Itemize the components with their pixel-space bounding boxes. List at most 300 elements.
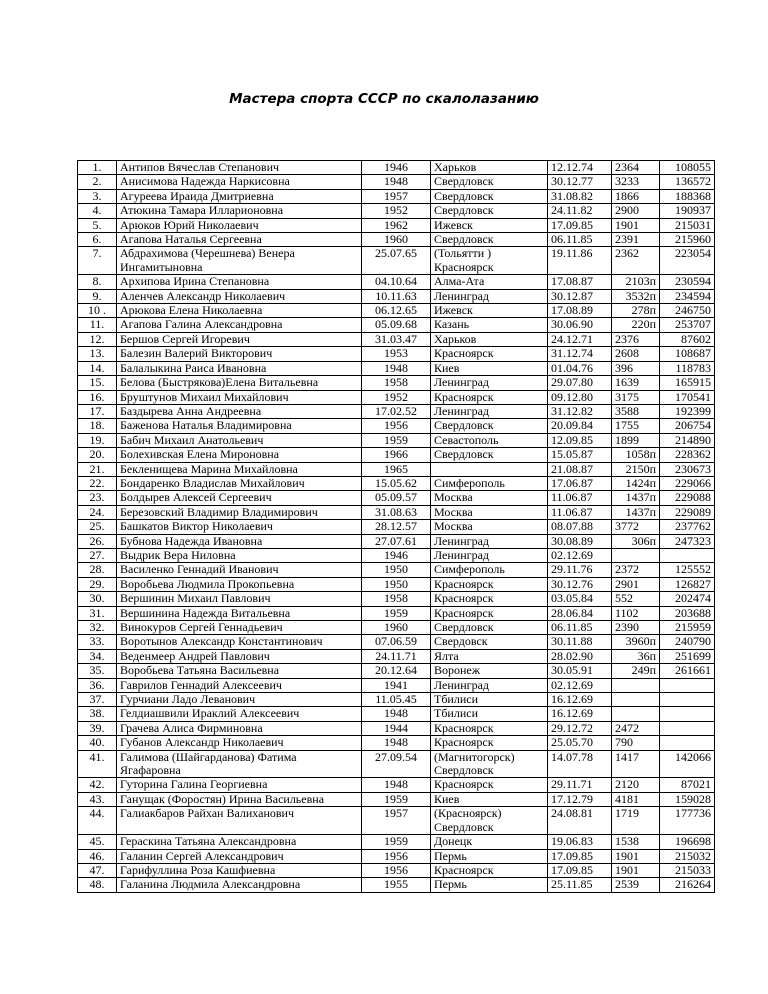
certificate-number: 215960 — [660, 233, 715, 247]
athlete-name: Балезин Валерий Викторович — [117, 347, 362, 361]
athlete-name: Архипова Ирина Степановна — [117, 275, 362, 289]
athlete-name: Анисимова Надежда Наркисовна — [117, 175, 362, 189]
order-number: 552 — [612, 592, 660, 606]
city: Красноярск — [431, 592, 548, 606]
certificate-number: 228362 — [660, 448, 715, 462]
certificate-number: 136572 — [660, 175, 715, 189]
award-date: 30.11.88 — [548, 635, 612, 649]
row-number: 36. — [78, 678, 117, 692]
table-row — [78, 664, 715, 678]
table-row — [78, 404, 715, 418]
row-number: 43. — [78, 792, 117, 806]
row-number: 8. — [78, 275, 117, 289]
order-number: 1719 — [612, 807, 660, 835]
order-number: 1437п — [612, 491, 660, 505]
athlete-name: Антипов Вячеслав Степанович — [117, 161, 362, 175]
city: Москва — [431, 491, 548, 505]
athlete-name: Губанов Александр Николаевич — [117, 736, 362, 750]
order-number: 2376 — [612, 332, 660, 346]
athlete-name: Гурчиани Ладо Леванович — [117, 693, 362, 707]
birth-date: 31.03.47 — [362, 332, 431, 346]
row-number: 40. — [78, 736, 117, 750]
table-row — [78, 649, 715, 663]
row-number: 29. — [78, 577, 117, 591]
row-number: 2. — [78, 175, 117, 189]
table-row — [78, 863, 715, 877]
row-number: 33. — [78, 635, 117, 649]
order-number: 2372 — [612, 563, 660, 577]
city: Воронеж — [431, 664, 548, 678]
table-row — [78, 175, 715, 189]
birth-date: 1959 — [362, 835, 431, 849]
birth-date: 1950 — [362, 563, 431, 577]
row-number: 45. — [78, 835, 117, 849]
birth-date: 15.05.62 — [362, 476, 431, 490]
athlete-name: Бершов Сергей Игоревич — [117, 332, 362, 346]
city: Красноярск — [431, 736, 548, 750]
order-number: 3588 — [612, 404, 660, 418]
order-number: 3233 — [612, 175, 660, 189]
birth-date: 1955 — [362, 878, 431, 892]
city: Ленинград — [431, 289, 548, 303]
table-row — [78, 849, 715, 863]
city: Донецк — [431, 835, 548, 849]
city: Харьков — [431, 332, 548, 346]
order-number: 2390 — [612, 621, 660, 635]
athlete-name: Бабич Михаил Анатольевич — [117, 433, 362, 447]
table-row — [78, 563, 715, 577]
birth-date: 10.11.63 — [362, 289, 431, 303]
birth-date: 1962 — [362, 218, 431, 232]
order-number: 1901 — [612, 863, 660, 877]
city: Тбилиси — [431, 693, 548, 707]
table-row — [78, 592, 715, 606]
order-number: 278п — [612, 304, 660, 318]
certificate-number: 188368 — [660, 189, 715, 203]
city: Алма-Ата — [431, 275, 548, 289]
order-number: 2391 — [612, 233, 660, 247]
certificate-number: 87602 — [660, 332, 715, 346]
certificate-number: 165915 — [660, 376, 715, 390]
row-number: 12. — [78, 332, 117, 346]
city: Ленинград — [431, 376, 548, 390]
athlete-name: Агуреева Ираида Дмитриевна — [117, 189, 362, 203]
award-date: 31.12.82 — [548, 404, 612, 418]
table-row — [78, 736, 715, 750]
certificate-number: 246750 — [660, 304, 715, 318]
city: Красноярск — [431, 347, 548, 361]
table-row — [78, 419, 715, 433]
row-number: 26. — [78, 534, 117, 548]
table-row — [78, 218, 715, 232]
award-date: 17.09.85 — [548, 863, 612, 877]
award-date: 30.12.77 — [548, 175, 612, 189]
row-number: 11. — [78, 318, 117, 332]
birth-date: 1953 — [362, 347, 431, 361]
birth-date: 1960 — [362, 233, 431, 247]
city: Севастополь — [431, 433, 548, 447]
certificate-number: 142066 — [660, 750, 715, 778]
city — [431, 462, 548, 476]
birth-date: 1952 — [362, 390, 431, 404]
table-row — [78, 189, 715, 203]
certificate-number — [660, 678, 715, 692]
athlete-name: Вершинин Михаил Павлович — [117, 592, 362, 606]
birth-date: 1952 — [362, 204, 431, 218]
award-date: 17.08.87 — [548, 275, 612, 289]
city: Казань — [431, 318, 548, 332]
award-date: 12.09.85 — [548, 433, 612, 447]
table-row — [78, 247, 715, 275]
certificate-number: 190937 — [660, 204, 715, 218]
order-number: 3772 — [612, 520, 660, 534]
order-number: 2364 — [612, 161, 660, 175]
row-number: 35. — [78, 664, 117, 678]
order-number: 2472 — [612, 721, 660, 735]
row-number: 15. — [78, 376, 117, 390]
award-date: 17.06.87 — [548, 476, 612, 490]
athlete-name: Выдрик Вера Ниловна — [117, 548, 362, 562]
birth-date: 1965 — [362, 462, 431, 476]
athlete-name: Бубнова Надежда Ивановна — [117, 534, 362, 548]
award-date: 16.12.69 — [548, 693, 612, 707]
award-date: 15.05.87 — [548, 448, 612, 462]
birth-date: 17.02.52 — [362, 404, 431, 418]
order-number — [612, 548, 660, 562]
order-number: 220п — [612, 318, 660, 332]
award-date: 24.08.81 — [548, 807, 612, 835]
order-number: 1424п — [612, 476, 660, 490]
birth-date: 05.09.68 — [362, 318, 431, 332]
birth-date: 1948 — [362, 778, 431, 792]
birth-date: 1966 — [362, 448, 431, 462]
award-date: 09.12.80 — [548, 390, 612, 404]
table-row — [78, 778, 715, 792]
athlete-name: Баздырева Анна Андреевна — [117, 404, 362, 418]
city: Ленинград — [431, 548, 548, 562]
athlete-name: Башкатов Виктор Николаевич — [117, 520, 362, 534]
row-number: 30. — [78, 592, 117, 606]
award-date: 14.07.78 — [548, 750, 612, 778]
order-number: 1639 — [612, 376, 660, 390]
certificate-number: 251699 — [660, 649, 715, 663]
birth-date: 05.09.57 — [362, 491, 431, 505]
certificate-number: 108687 — [660, 347, 715, 361]
order-number: 1437п — [612, 505, 660, 519]
order-number: 2150п — [612, 462, 660, 476]
birth-date: 31.08.63 — [362, 505, 431, 519]
table-row — [78, 476, 715, 490]
certificate-number: 223054 — [660, 247, 715, 275]
table-row — [78, 792, 715, 806]
row-number: 38. — [78, 707, 117, 721]
order-number: 1755 — [612, 419, 660, 433]
order-number: 4181 — [612, 792, 660, 806]
certificate-number: 237762 — [660, 520, 715, 534]
athlete-name: Бекленищева Марина Михайловна — [117, 462, 362, 476]
row-number: 37. — [78, 693, 117, 707]
award-date: 30.05.91 — [548, 664, 612, 678]
certificate-number: 125552 — [660, 563, 715, 577]
row-number: 31. — [78, 606, 117, 620]
row-number: 46. — [78, 849, 117, 863]
table-row — [78, 635, 715, 649]
birth-date: 1948 — [362, 361, 431, 375]
row-number: 19. — [78, 433, 117, 447]
athlete-name: Галимова (Шайгарданова) Фатима Ягафаровна — [117, 750, 362, 778]
city: Киев — [431, 792, 548, 806]
city: Красноярск — [431, 577, 548, 591]
row-number: 4. — [78, 204, 117, 218]
city: (Тольятти ) Красноярск — [431, 247, 548, 275]
birth-date: 1958 — [362, 376, 431, 390]
award-date: 29.12.72 — [548, 721, 612, 735]
certificate-number — [660, 707, 715, 721]
table-row — [78, 520, 715, 534]
birth-date: 1941 — [362, 678, 431, 692]
table-row — [78, 606, 715, 620]
athlete-name: Аленчев Александр Николаевич — [117, 289, 362, 303]
award-date: 17.09.85 — [548, 218, 612, 232]
certificate-number — [660, 736, 715, 750]
athlete-name: Агапова Галина Александровна — [117, 318, 362, 332]
athlete-name: Грачева Алиса Фирминовна — [117, 721, 362, 735]
certificate-number: 216264 — [660, 878, 715, 892]
order-number — [612, 707, 660, 721]
table-row — [78, 548, 715, 562]
table-row — [78, 448, 715, 462]
birth-date: 07.06.59 — [362, 635, 431, 649]
city: Красноярск — [431, 721, 548, 735]
award-date: 30.12.76 — [548, 577, 612, 591]
table-row — [78, 707, 715, 721]
certificate-number: 118783 — [660, 361, 715, 375]
athlete-name: Бруштунов Михаил Михайлович — [117, 390, 362, 404]
certificate-number: 108055 — [660, 161, 715, 175]
certificate-number: 177736 — [660, 807, 715, 835]
athlete-name: Болдырев Алексей Сергеевич — [117, 491, 362, 505]
row-number: 21. — [78, 462, 117, 476]
order-number: 2900 — [612, 204, 660, 218]
birth-date: 1946 — [362, 161, 431, 175]
order-number: 396 — [612, 361, 660, 375]
row-number: 24. — [78, 505, 117, 519]
row-number: 10 . — [78, 304, 117, 318]
table-row — [78, 878, 715, 892]
award-date: 29.11.71 — [548, 778, 612, 792]
certificate-number: 203688 — [660, 606, 715, 620]
table-row — [78, 621, 715, 635]
birth-date: 06.12.65 — [362, 304, 431, 318]
row-number: 44. — [78, 807, 117, 835]
row-number: 25. — [78, 520, 117, 534]
award-date: 24.12.71 — [548, 332, 612, 346]
table-row — [78, 835, 715, 849]
birth-date: 27.09.54 — [362, 750, 431, 778]
award-date: 29.07.80 — [548, 376, 612, 390]
certificate-number: 215031 — [660, 218, 715, 232]
birth-date: 1958 — [362, 592, 431, 606]
certificate-number: 229066 — [660, 476, 715, 490]
athlete-name: Агапова Наталья Сергеевна — [117, 233, 362, 247]
birth-date: 25.07.65 — [362, 247, 431, 275]
row-number: 14. — [78, 361, 117, 375]
certificate-number: 202474 — [660, 592, 715, 606]
city: Красноярск — [431, 606, 548, 620]
birth-date: 1957 — [362, 189, 431, 203]
order-number: 790 — [612, 736, 660, 750]
athlete-name: Гаврилов Геннадий Алексеевич — [117, 678, 362, 692]
award-date: 25.11.85 — [548, 878, 612, 892]
birth-date: 28.12.57 — [362, 520, 431, 534]
order-number — [612, 693, 660, 707]
city: Симферополь — [431, 476, 548, 490]
certificate-number: 126827 — [660, 577, 715, 591]
award-date: 30.12.87 — [548, 289, 612, 303]
city: Свердловск — [431, 448, 548, 462]
row-number: 39. — [78, 721, 117, 735]
document-title: Мастера спорта СССР по скалолазанию — [229, 91, 539, 107]
award-date: 06.11.85 — [548, 621, 612, 635]
award-date: 17.08.89 — [548, 304, 612, 318]
certificate-number: 206754 — [660, 419, 715, 433]
order-number: 1417 — [612, 750, 660, 778]
athlete-name: Галанина Людмила Александровна — [117, 878, 362, 892]
certificate-number: 215033 — [660, 863, 715, 877]
order-number: 2608 — [612, 347, 660, 361]
award-date: 30.06.90 — [548, 318, 612, 332]
city: Свердловск — [431, 175, 548, 189]
table-row — [78, 275, 715, 289]
table-row — [78, 233, 715, 247]
city: Пермь — [431, 878, 548, 892]
award-date: 20.09.84 — [548, 419, 612, 433]
table-row — [78, 577, 715, 591]
award-date: 06.11.85 — [548, 233, 612, 247]
row-number: 5. — [78, 218, 117, 232]
order-number: 2539 — [612, 878, 660, 892]
athlete-name: Гарифуллина Роза Кашфиевна — [117, 863, 362, 877]
row-number: 22. — [78, 476, 117, 490]
birth-date: 1944 — [362, 721, 431, 735]
award-date: 30.08.89 — [548, 534, 612, 548]
birth-date: 24.11.71 — [362, 649, 431, 663]
athlete-name: Галанин Сергей Александрович — [117, 849, 362, 863]
award-date: 28.02.90 — [548, 649, 612, 663]
award-date: 03.05.84 — [548, 592, 612, 606]
award-date: 24.11.82 — [548, 204, 612, 218]
athlete-name: Гераскина Татьяна Александровна — [117, 835, 362, 849]
city: Свердловск — [431, 189, 548, 203]
city: Харьков — [431, 161, 548, 175]
award-date: 12.12.74 — [548, 161, 612, 175]
certificate-number: 247323 — [660, 534, 715, 548]
city: Пермь — [431, 849, 548, 863]
certificate-number: 230673 — [660, 462, 715, 476]
certificate-number: 253707 — [660, 318, 715, 332]
city: Ленинград — [431, 404, 548, 418]
row-number: 48. — [78, 878, 117, 892]
city: Свердловск — [431, 621, 548, 635]
athlete-name: Веденмеер Андрей Павлович — [117, 649, 362, 663]
award-date: 31.08.82 — [548, 189, 612, 203]
order-number: 3175 — [612, 390, 660, 404]
award-date: 19.06.83 — [548, 835, 612, 849]
birth-date: 20.12.64 — [362, 664, 431, 678]
award-date: 29.11.76 — [548, 563, 612, 577]
birth-date: 27.07.61 — [362, 534, 431, 548]
row-number: 32. — [78, 621, 117, 635]
order-number: 3532п — [612, 289, 660, 303]
order-number: 1899 — [612, 433, 660, 447]
row-number: 1. — [78, 161, 117, 175]
order-number: 249п — [612, 664, 660, 678]
order-number: 2362 — [612, 247, 660, 275]
certificate-number: 234594 — [660, 289, 715, 303]
award-date: 25.05.70 — [548, 736, 612, 750]
birth-date: 11.05.45 — [362, 693, 431, 707]
order-number: 1901 — [612, 218, 660, 232]
athlete-name: Гелдиашвили Ираклий Алексеевич — [117, 707, 362, 721]
certificate-number: 196698 — [660, 835, 715, 849]
table-row — [78, 204, 715, 218]
award-date: 16.12.69 — [548, 707, 612, 721]
award-date: 11.06.87 — [548, 491, 612, 505]
athlete-name: Галиакбаров Райхан Валиханович — [117, 807, 362, 835]
order-number: 306п — [612, 534, 660, 548]
order-number: 1058п — [612, 448, 660, 462]
birth-date: 1959 — [362, 792, 431, 806]
row-number: 42. — [78, 778, 117, 792]
certificate-number — [660, 693, 715, 707]
order-number: 1866 — [612, 189, 660, 203]
city: Москва — [431, 520, 548, 534]
order-number: 2901 — [612, 577, 660, 591]
city: Свердловск — [431, 233, 548, 247]
award-date: 01.04.76 — [548, 361, 612, 375]
row-number: 6. — [78, 233, 117, 247]
certificate-number: 229089 — [660, 505, 715, 519]
row-number: 3. — [78, 189, 117, 203]
table-row — [78, 678, 715, 692]
birth-date: 1948 — [362, 175, 431, 189]
table-row — [78, 390, 715, 404]
city: Красноярск — [431, 778, 548, 792]
row-number: 7. — [78, 247, 117, 275]
row-number: 47. — [78, 863, 117, 877]
athlete-name: Арюков Юрий Николаевич — [117, 218, 362, 232]
birth-date: 04.10.64 — [362, 275, 431, 289]
order-number: 1901 — [612, 849, 660, 863]
row-number: 34. — [78, 649, 117, 663]
city: Ялта — [431, 649, 548, 663]
table-row — [78, 318, 715, 332]
order-number — [612, 678, 660, 692]
athlete-name: Балалыкина Раиса Ивановна — [117, 361, 362, 375]
table-row — [78, 807, 715, 835]
birth-date: 1948 — [362, 736, 431, 750]
certificate-number: 230594 — [660, 275, 715, 289]
row-number: 16. — [78, 390, 117, 404]
table-row — [78, 750, 715, 778]
order-number: 36п — [612, 649, 660, 663]
athlete-name: Гуторина Галина Георгиевна — [117, 778, 362, 792]
city: Симферополь — [431, 563, 548, 577]
table-row — [78, 462, 715, 476]
athlete-name: Винокуров Сергей Геннадьевич — [117, 621, 362, 635]
athlete-name: Вершинина Надежда Витальевна — [117, 606, 362, 620]
athlete-name: Белова (Быстрякова)Елена Витальевна — [117, 376, 362, 390]
